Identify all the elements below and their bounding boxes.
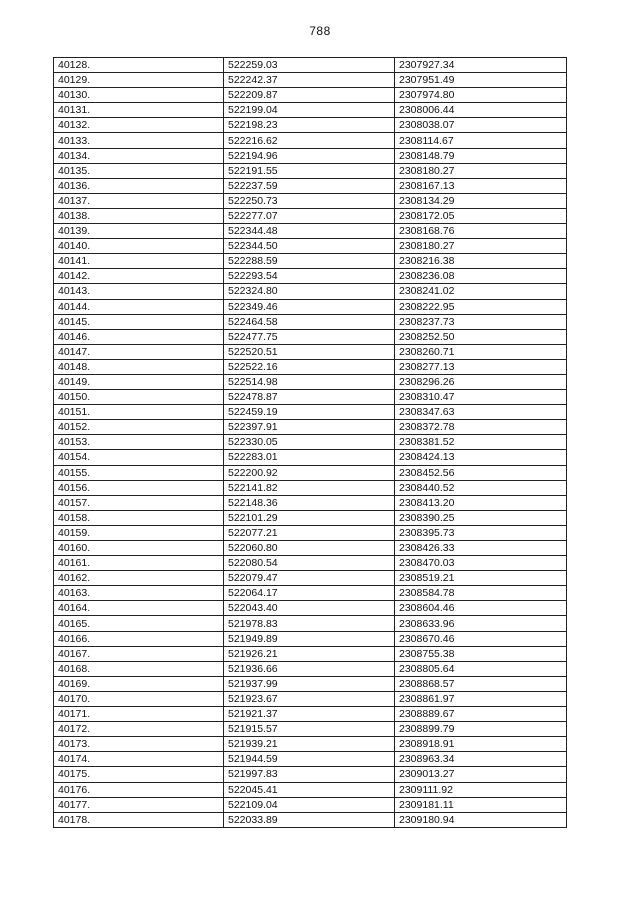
point-number-cell: 40156. [54, 480, 224, 495]
y-coordinate-cell: 2308148.79 [395, 148, 567, 163]
point-number-cell: 40151. [54, 405, 224, 420]
table-row [54, 103, 567, 118]
point-number-cell: 40155. [54, 465, 224, 480]
table-row [54, 782, 567, 797]
table-row [54, 148, 567, 163]
x-coordinate-cell: 522459.19 [224, 405, 395, 420]
table-row [54, 737, 567, 752]
table-row [54, 616, 567, 631]
table-row [54, 58, 567, 73]
y-coordinate-cell: 2308260.71 [395, 344, 567, 359]
x-coordinate-cell: 522141.82 [224, 480, 395, 495]
y-coordinate-cell: 2307927.34 [395, 58, 567, 73]
table-body [54, 58, 567, 828]
point-number-cell: 40160. [54, 541, 224, 556]
y-coordinate-cell: 2308805.64 [395, 661, 567, 676]
y-coordinate-cell: 2308470.03 [395, 556, 567, 571]
y-coordinate-cell: 2308180.27 [395, 163, 567, 178]
x-coordinate-cell: 522344.50 [224, 239, 395, 254]
x-coordinate-cell: 521937.99 [224, 676, 395, 691]
table-row [54, 435, 567, 450]
y-coordinate-cell: 2308452.56 [395, 465, 567, 480]
table-row [54, 525, 567, 540]
point-number-cell: 40144. [54, 299, 224, 314]
point-number-cell: 40167. [54, 646, 224, 661]
point-number-cell: 40148. [54, 359, 224, 374]
x-coordinate-cell: 522079.47 [224, 571, 395, 586]
page-number: 788 [309, 24, 331, 38]
y-coordinate-cell: 2308861.97 [395, 691, 567, 706]
table-row [54, 88, 567, 103]
y-coordinate-cell: 2307974.80 [395, 88, 567, 103]
point-number-cell: 40157. [54, 495, 224, 510]
table-row [54, 133, 567, 148]
y-coordinate-cell: 2308899.79 [395, 722, 567, 737]
point-number-cell: 40150. [54, 390, 224, 405]
point-number-cell: 40173. [54, 737, 224, 752]
x-coordinate-cell: 522237.59 [224, 178, 395, 193]
x-coordinate-cell: 522080.54 [224, 556, 395, 571]
x-coordinate-cell: 522520.51 [224, 344, 395, 359]
x-coordinate-cell: 522397.91 [224, 420, 395, 435]
y-coordinate-cell: 2308395.73 [395, 525, 567, 540]
point-number-cell: 40176. [54, 782, 224, 797]
point-number-cell: 40153. [54, 435, 224, 450]
y-coordinate-cell: 2308390.25 [395, 510, 567, 525]
table-row [54, 420, 567, 435]
point-number-cell: 40161. [54, 556, 224, 571]
x-coordinate-cell: 522477.75 [224, 329, 395, 344]
table-row [54, 193, 567, 208]
y-coordinate-cell: 2308252.50 [395, 329, 567, 344]
x-coordinate-cell: 522242.37 [224, 73, 395, 88]
x-coordinate-cell: 522198.23 [224, 118, 395, 133]
x-coordinate-cell: 522043.40 [224, 601, 395, 616]
y-coordinate-cell: 2308180.27 [395, 239, 567, 254]
point-number-cell: 40131. [54, 103, 224, 118]
table-row [54, 480, 567, 495]
table-row [54, 495, 567, 510]
point-number-cell: 40146. [54, 329, 224, 344]
table-row [54, 73, 567, 88]
table-row [54, 284, 567, 299]
table-row [54, 646, 567, 661]
x-coordinate-cell: 521915.57 [224, 722, 395, 737]
x-coordinate-cell: 522344.48 [224, 224, 395, 239]
x-coordinate-cell: 522324.80 [224, 284, 395, 299]
point-number-cell: 40164. [54, 601, 224, 616]
y-coordinate-cell: 2308237.73 [395, 314, 567, 329]
point-number-cell: 40154. [54, 450, 224, 465]
table-row [54, 571, 567, 586]
y-coordinate-cell: 2308114.67 [395, 133, 567, 148]
x-coordinate-cell: 522064.17 [224, 586, 395, 601]
table-row [54, 254, 567, 269]
coordinates-table [53, 57, 567, 828]
point-number-cell: 40159. [54, 525, 224, 540]
table-row [54, 224, 567, 239]
table-row [54, 299, 567, 314]
table-row [54, 676, 567, 691]
x-coordinate-cell: 522288.59 [224, 254, 395, 269]
point-number-cell: 40166. [54, 631, 224, 646]
x-coordinate-cell: 522045.41 [224, 782, 395, 797]
table-row [54, 390, 567, 405]
point-number-cell: 40140. [54, 239, 224, 254]
x-coordinate-cell: 521944.59 [224, 752, 395, 767]
y-coordinate-cell: 2308241.02 [395, 284, 567, 299]
x-coordinate-cell: 522199.04 [224, 103, 395, 118]
point-number-cell: 40175. [54, 767, 224, 782]
x-coordinate-cell: 522522.16 [224, 359, 395, 374]
x-coordinate-cell: 522101.29 [224, 510, 395, 525]
point-number-cell: 40133. [54, 133, 224, 148]
point-number-cell: 40141. [54, 254, 224, 269]
y-coordinate-cell: 2308424.13 [395, 450, 567, 465]
table-row [54, 510, 567, 525]
y-coordinate-cell: 2308868.57 [395, 676, 567, 691]
x-coordinate-cell: 521921.37 [224, 707, 395, 722]
x-coordinate-cell: 522109.04 [224, 797, 395, 812]
y-coordinate-cell: 2307951.49 [395, 73, 567, 88]
point-number-cell: 40142. [54, 269, 224, 284]
x-coordinate-cell: 522330.05 [224, 435, 395, 450]
table-row [54, 178, 567, 193]
y-coordinate-cell: 2309111.92 [395, 782, 567, 797]
table-row [54, 374, 567, 389]
point-number-cell: 40174. [54, 752, 224, 767]
x-coordinate-cell: 521978.83 [224, 616, 395, 631]
x-coordinate-cell: 522191.55 [224, 163, 395, 178]
y-coordinate-cell: 2308381.52 [395, 435, 567, 450]
table-row [54, 722, 567, 737]
x-coordinate-cell: 522514.98 [224, 374, 395, 389]
y-coordinate-cell: 2308006.44 [395, 103, 567, 118]
table-row [54, 450, 567, 465]
y-coordinate-cell: 2309181.11 [395, 797, 567, 812]
y-coordinate-cell: 2308296.26 [395, 374, 567, 389]
table-row [54, 359, 567, 374]
x-coordinate-cell: 522250.73 [224, 193, 395, 208]
table-row [54, 163, 567, 178]
point-number-cell: 40128. [54, 58, 224, 73]
y-coordinate-cell: 2308755.38 [395, 646, 567, 661]
point-number-cell: 40149. [54, 374, 224, 389]
y-coordinate-cell: 2308519.21 [395, 571, 567, 586]
point-number-cell: 40137. [54, 193, 224, 208]
y-coordinate-cell: 2309013.27 [395, 767, 567, 782]
x-coordinate-cell: 522060.80 [224, 541, 395, 556]
y-coordinate-cell: 2308168.76 [395, 224, 567, 239]
table-row [54, 405, 567, 420]
point-number-cell: 40132. [54, 118, 224, 133]
point-number-cell: 40152. [54, 420, 224, 435]
table-row [54, 767, 567, 782]
table-row [54, 239, 567, 254]
y-coordinate-cell: 2308310.47 [395, 390, 567, 405]
table-row [54, 707, 567, 722]
x-coordinate-cell: 522148.36 [224, 495, 395, 510]
x-coordinate-cell: 521939.21 [224, 737, 395, 752]
point-number-cell: 40162. [54, 571, 224, 586]
y-coordinate-cell: 2308236.08 [395, 269, 567, 284]
table-row [54, 465, 567, 480]
point-number-cell: 40158. [54, 510, 224, 525]
y-coordinate-cell: 2308372.78 [395, 420, 567, 435]
point-number-cell: 40165. [54, 616, 224, 631]
y-coordinate-cell: 2308440.52 [395, 480, 567, 495]
x-coordinate-cell: 521926.21 [224, 646, 395, 661]
x-coordinate-cell: 522277.07 [224, 208, 395, 223]
table-row [54, 269, 567, 284]
point-number-cell: 40169. [54, 676, 224, 691]
point-number-cell: 40136. [54, 178, 224, 193]
table-row [54, 631, 567, 646]
point-number-cell: 40139. [54, 224, 224, 239]
x-coordinate-cell: 522464.58 [224, 314, 395, 329]
x-coordinate-cell: 522209.87 [224, 88, 395, 103]
table-row [54, 314, 567, 329]
x-coordinate-cell: 522259.03 [224, 58, 395, 73]
y-coordinate-cell: 2308584.78 [395, 586, 567, 601]
point-number-cell: 40143. [54, 284, 224, 299]
point-number-cell: 40163. [54, 586, 224, 601]
point-number-cell: 40177. [54, 797, 224, 812]
point-number-cell: 40129. [54, 73, 224, 88]
y-coordinate-cell: 2308134.29 [395, 193, 567, 208]
x-coordinate-cell: 521936.66 [224, 661, 395, 676]
y-coordinate-cell: 2308038.07 [395, 118, 567, 133]
y-coordinate-cell: 2308172.05 [395, 208, 567, 223]
point-number-cell: 40130. [54, 88, 224, 103]
table-row [54, 541, 567, 556]
point-number-cell: 40172. [54, 722, 224, 737]
table-row [54, 208, 567, 223]
y-coordinate-cell: 2308167.13 [395, 178, 567, 193]
y-coordinate-cell: 2308426.33 [395, 541, 567, 556]
point-number-cell: 40134. [54, 148, 224, 163]
x-coordinate-cell: 522349.46 [224, 299, 395, 314]
x-coordinate-cell: 522216.62 [224, 133, 395, 148]
point-number-cell: 40171. [54, 707, 224, 722]
y-coordinate-cell: 2308216.38 [395, 254, 567, 269]
table-row [54, 556, 567, 571]
point-number-cell: 40178. [54, 812, 224, 827]
y-coordinate-cell: 2308963.34 [395, 752, 567, 767]
x-coordinate-cell: 522077.21 [224, 525, 395, 540]
y-coordinate-cell: 2308277.13 [395, 359, 567, 374]
x-coordinate-cell: 522293.54 [224, 269, 395, 284]
table-row [54, 812, 567, 827]
x-coordinate-cell: 522033.89 [224, 812, 395, 827]
table-row [54, 329, 567, 344]
y-coordinate-cell: 2308413.20 [395, 495, 567, 510]
point-number-cell: 40168. [54, 661, 224, 676]
table-row [54, 752, 567, 767]
x-coordinate-cell: 522200.92 [224, 465, 395, 480]
y-coordinate-cell: 2308633.96 [395, 616, 567, 631]
point-number-cell: 40147. [54, 344, 224, 359]
x-coordinate-cell: 522194.96 [224, 148, 395, 163]
x-coordinate-cell: 522478.87 [224, 390, 395, 405]
x-coordinate-cell: 521949.89 [224, 631, 395, 646]
table-row [54, 797, 567, 812]
table-row [54, 118, 567, 133]
y-coordinate-cell: 2308918.91 [395, 737, 567, 752]
table-row [54, 586, 567, 601]
x-coordinate-cell: 521923.67 [224, 691, 395, 706]
x-coordinate-cell: 521997.83 [224, 767, 395, 782]
y-coordinate-cell: 2308889.67 [395, 707, 567, 722]
y-coordinate-cell: 2308347.63 [395, 405, 567, 420]
table-row [54, 601, 567, 616]
y-coordinate-cell: 2309180.94 [395, 812, 567, 827]
y-coordinate-cell: 2308604.46 [395, 601, 567, 616]
point-number-cell: 40145. [54, 314, 224, 329]
point-number-cell: 40170. [54, 691, 224, 706]
x-coordinate-cell: 522283.01 [224, 450, 395, 465]
point-number-cell: 40138. [54, 208, 224, 223]
table-row [54, 344, 567, 359]
y-coordinate-cell: 2308222.95 [395, 299, 567, 314]
table-row [54, 661, 567, 676]
point-number-cell: 40135. [54, 163, 224, 178]
y-coordinate-cell: 2308670.46 [395, 631, 567, 646]
table-row [54, 691, 567, 706]
